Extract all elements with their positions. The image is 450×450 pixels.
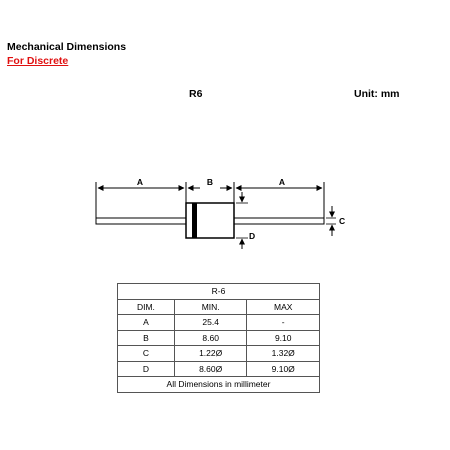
cell-dim: B [118, 330, 175, 346]
dim-label-d: D [249, 231, 256, 241]
dim-label-a-right: A [278, 177, 286, 187]
cell-max: - [247, 315, 320, 331]
table-row [118, 346, 320, 362]
dim-label-c: C [339, 216, 346, 226]
header-dim: DIM. [118, 299, 175, 315]
cell-min: 1.22Ø [174, 346, 247, 362]
cell-min: 8.60Ø [174, 361, 247, 377]
cell-min: 8.60 [174, 330, 247, 346]
table-title: R-6 [118, 284, 320, 300]
cell-min: 25.4 [174, 315, 247, 331]
dim-label-b: B [206, 177, 214, 187]
dim-label-a-left: A [136, 177, 144, 187]
package-name: R6 [189, 88, 203, 100]
right-lead [234, 218, 324, 224]
table-row [118, 315, 320, 331]
table-header-row [118, 299, 320, 315]
header-max: MAX [247, 299, 320, 315]
cell-dim: A [118, 315, 175, 331]
table-footer: All Dimensions in millimeter [118, 377, 320, 393]
cell-dim: C [118, 346, 175, 362]
cell-max: 9.10Ø [247, 361, 320, 377]
cell-dim: D [118, 361, 175, 377]
cell-max: 9.10 [247, 330, 320, 346]
table-footer-row [118, 377, 320, 393]
unit-label: Unit: mm [354, 88, 400, 100]
table-row [118, 330, 320, 346]
header-min: MIN. [174, 299, 247, 315]
cathode-band [192, 203, 197, 238]
cell-max: 1.32Ø [247, 346, 320, 362]
table-row [118, 361, 320, 377]
table-title-row [118, 284, 320, 300]
page-title: Mechanical Dimensions [7, 41, 127, 53]
left-lead [96, 218, 186, 224]
section-link-for-discrete[interactable]: For Discrete [7, 55, 69, 67]
dimensions-table [117, 283, 320, 393]
